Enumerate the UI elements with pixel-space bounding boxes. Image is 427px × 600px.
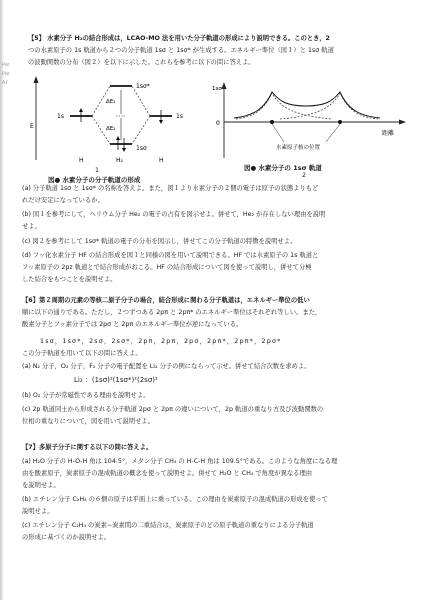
s7-line: 説明せよ。	[22, 508, 54, 515]
s6-question: 位相の重なりについて，図を用いて説明せよ。	[22, 418, 154, 425]
delta-e1-label: ΔE₁	[106, 99, 116, 105]
distance-axis-label: 距離	[382, 130, 395, 137]
fig2-caption: 図● 水素分子の 1sσ 軌道	[244, 164, 322, 172]
s5-question: (b) 図１を参考にして，ヘリウム分子 He₂ の電子の占有を図示せよ。併せて，He₂ が存在しない理由を説明	[22, 211, 326, 218]
fig1-number: 1	[95, 167, 100, 174]
li2-electron-configuration: Li₂ ：(1sσ)²(1sσ*)²(2sσ)²	[74, 376, 158, 384]
electron-arrowhead	[159, 120, 163, 124]
s6-line: 酸素分子とフッ素分子では 2pσ と 2pπ のエネルギー準位が逆になっている。	[22, 321, 243, 328]
h-right-label: H	[159, 157, 164, 164]
s5-question: (d) フッ化水素分子 HF の結合形成を図１と同様の図を用いて説明できる。HF では水素原子の 1s 軌道と	[22, 252, 319, 259]
mo-energy-sequence: 1sσ，1sσ*，2sσ，2sσ*，2pπ，2pπ，2pσ，2pπ*，2pπ*，2pσ*	[40, 338, 282, 345]
wavefunction-plot	[212, 80, 412, 170]
s7-line: 由を酸素原子，炭素原子の混成軌道の概念を使って説明せよ。併せて H₂O と CH₄ で角度が異なる理由	[22, 470, 313, 477]
s7-line: (c) エチレン分子 C₂H₄ の炭素−炭素間の二重結合は，炭素原子のどの原子軌道の重なりによる分子軌道	[22, 522, 314, 529]
s5-question: (c) 図２を参考にして 1sσ* 軌道の電子の分布を図示し，併せてこの分子軌道の特徴を説明せよ。	[22, 238, 297, 245]
psi-axis-label: 1sσ	[212, 86, 222, 92]
s5-line: の波動関数の分布（図２）を以下に示した。これらを参考に以下の問に答えよ。	[28, 59, 255, 66]
hydrogen-nucleus-marker	[270, 120, 274, 124]
sigma-label: 1sσ	[136, 145, 147, 152]
s7-line: を説明せよ。	[22, 482, 60, 489]
nucleus-pointer	[326, 124, 340, 142]
s5-question: れだけ安定になっているか。	[22, 197, 104, 204]
sigma-wavefunction-curve	[234, 92, 380, 118]
margin-note: He	[1, 61, 10, 69]
s6-line: 【6】第２周期の元素の等核二原子分子の場合，結合形成に関わる分子軌道は，エネルギー準位の低い	[22, 297, 310, 304]
s7-line: の形成に基づくのか説明せよ。	[22, 534, 111, 541]
electron-arrowhead	[116, 136, 120, 140]
fig1-caption: 図● 水素分子の分子軌道の形成	[48, 176, 141, 184]
electron-arrowhead	[122, 148, 126, 152]
energy-axis-arrowhead	[34, 76, 39, 83]
s6-question: (a) N₂ 分子，O₂ 分子，F₂ 分子の電子配置を Li₂ 分子の例にならって示せ。併せて結合次数を求めよ。	[22, 363, 311, 370]
s6-question: (b) O₂ 分子が常磁性である理由を説明せよ。	[22, 392, 150, 399]
delta-e2-label: ΔE₂	[106, 126, 116, 132]
h-left-label: H	[79, 157, 84, 164]
correlation-line	[132, 86, 150, 116]
correlation-line	[132, 116, 150, 144]
ls-right-label: 1s	[176, 113, 183, 120]
ls-left-label: 1s	[57, 113, 64, 120]
atomic-orbital-curve	[236, 93, 332, 119]
s5-question: した結合をもつことを説明せよ。	[22, 276, 117, 283]
sigma-star-label: 1sσ*	[136, 83, 150, 90]
distance-axis-arrowhead	[399, 120, 406, 125]
fig2-number: 2	[302, 172, 307, 179]
s5-question: (a) 分子軌道 1sσ と 1sσ* の名称を答えよ。また，図１より水素分子の２個の電子は原子の状態よりもど	[22, 185, 319, 192]
psi-axis-arrowhead	[222, 82, 227, 89]
scan-edge-shadow	[0, 0, 4, 600]
s7-line: (b) エチレン分子 C₂H₄ の６個の原子は平面上に乗っている。この理由を炭素原子の混成軌道の形成を使って	[22, 496, 328, 503]
s6-line: 順に以下の通りである。ただし，２つずつある 2pπ と 2pπ* のエネルギー準位はそれぞれ等しい。また，	[22, 309, 322, 316]
hydrogen-nucleus-marker	[338, 120, 342, 124]
s5-line: 【5】 水素分子 H₂の結合形成は，LCAO-MO 法を用いた分子軌道の形成により説明できる。このとき，2	[28, 35, 330, 42]
nucleus-position-label: 水素原子核の位置	[276, 145, 321, 151]
zero-label: 0	[216, 120, 220, 127]
s7-line: (a) H₂O 分子の H-O-H 角は 104.5°，メタン分子 CH₄ の H-C-H 角は 109.5°である。このような角度になる理	[22, 458, 338, 465]
mo-energy-diagram	[30, 70, 200, 170]
electron-arrowhead	[79, 108, 83, 112]
s6-question: (c) 2p 軌道同士から形成される分子軌道 2pσ と 2pπ の違いについて，2p 軌道の重なり方及び波動関数の	[22, 406, 324, 413]
margin-note: He	[1, 70, 10, 78]
s7-line: 【7】多原子分子に関する以下の問に答えよ。	[22, 444, 153, 451]
s5-line: つの水素原子の 1s 軌道から２つの分子軌道 1sσ と 1sσ* が生成する。エネルギー準位（図１）と 1sσ 軌道	[28, 47, 334, 54]
s5-question: せよ。	[22, 223, 41, 230]
s5-question: フッ素原子の 2pz 軌道とで結合形成がおこる。HF の結合形成について図を使って説明し，併せて分極	[22, 264, 312, 271]
energy-axis-label: E	[30, 123, 34, 130]
nucleus-pointer	[272, 124, 284, 142]
margin-note: Ar	[1, 79, 9, 87]
s6-instruction: この分子軌道を用いて以下の問に答えよ。	[22, 350, 142, 357]
h2-label: H₂	[116, 157, 123, 164]
